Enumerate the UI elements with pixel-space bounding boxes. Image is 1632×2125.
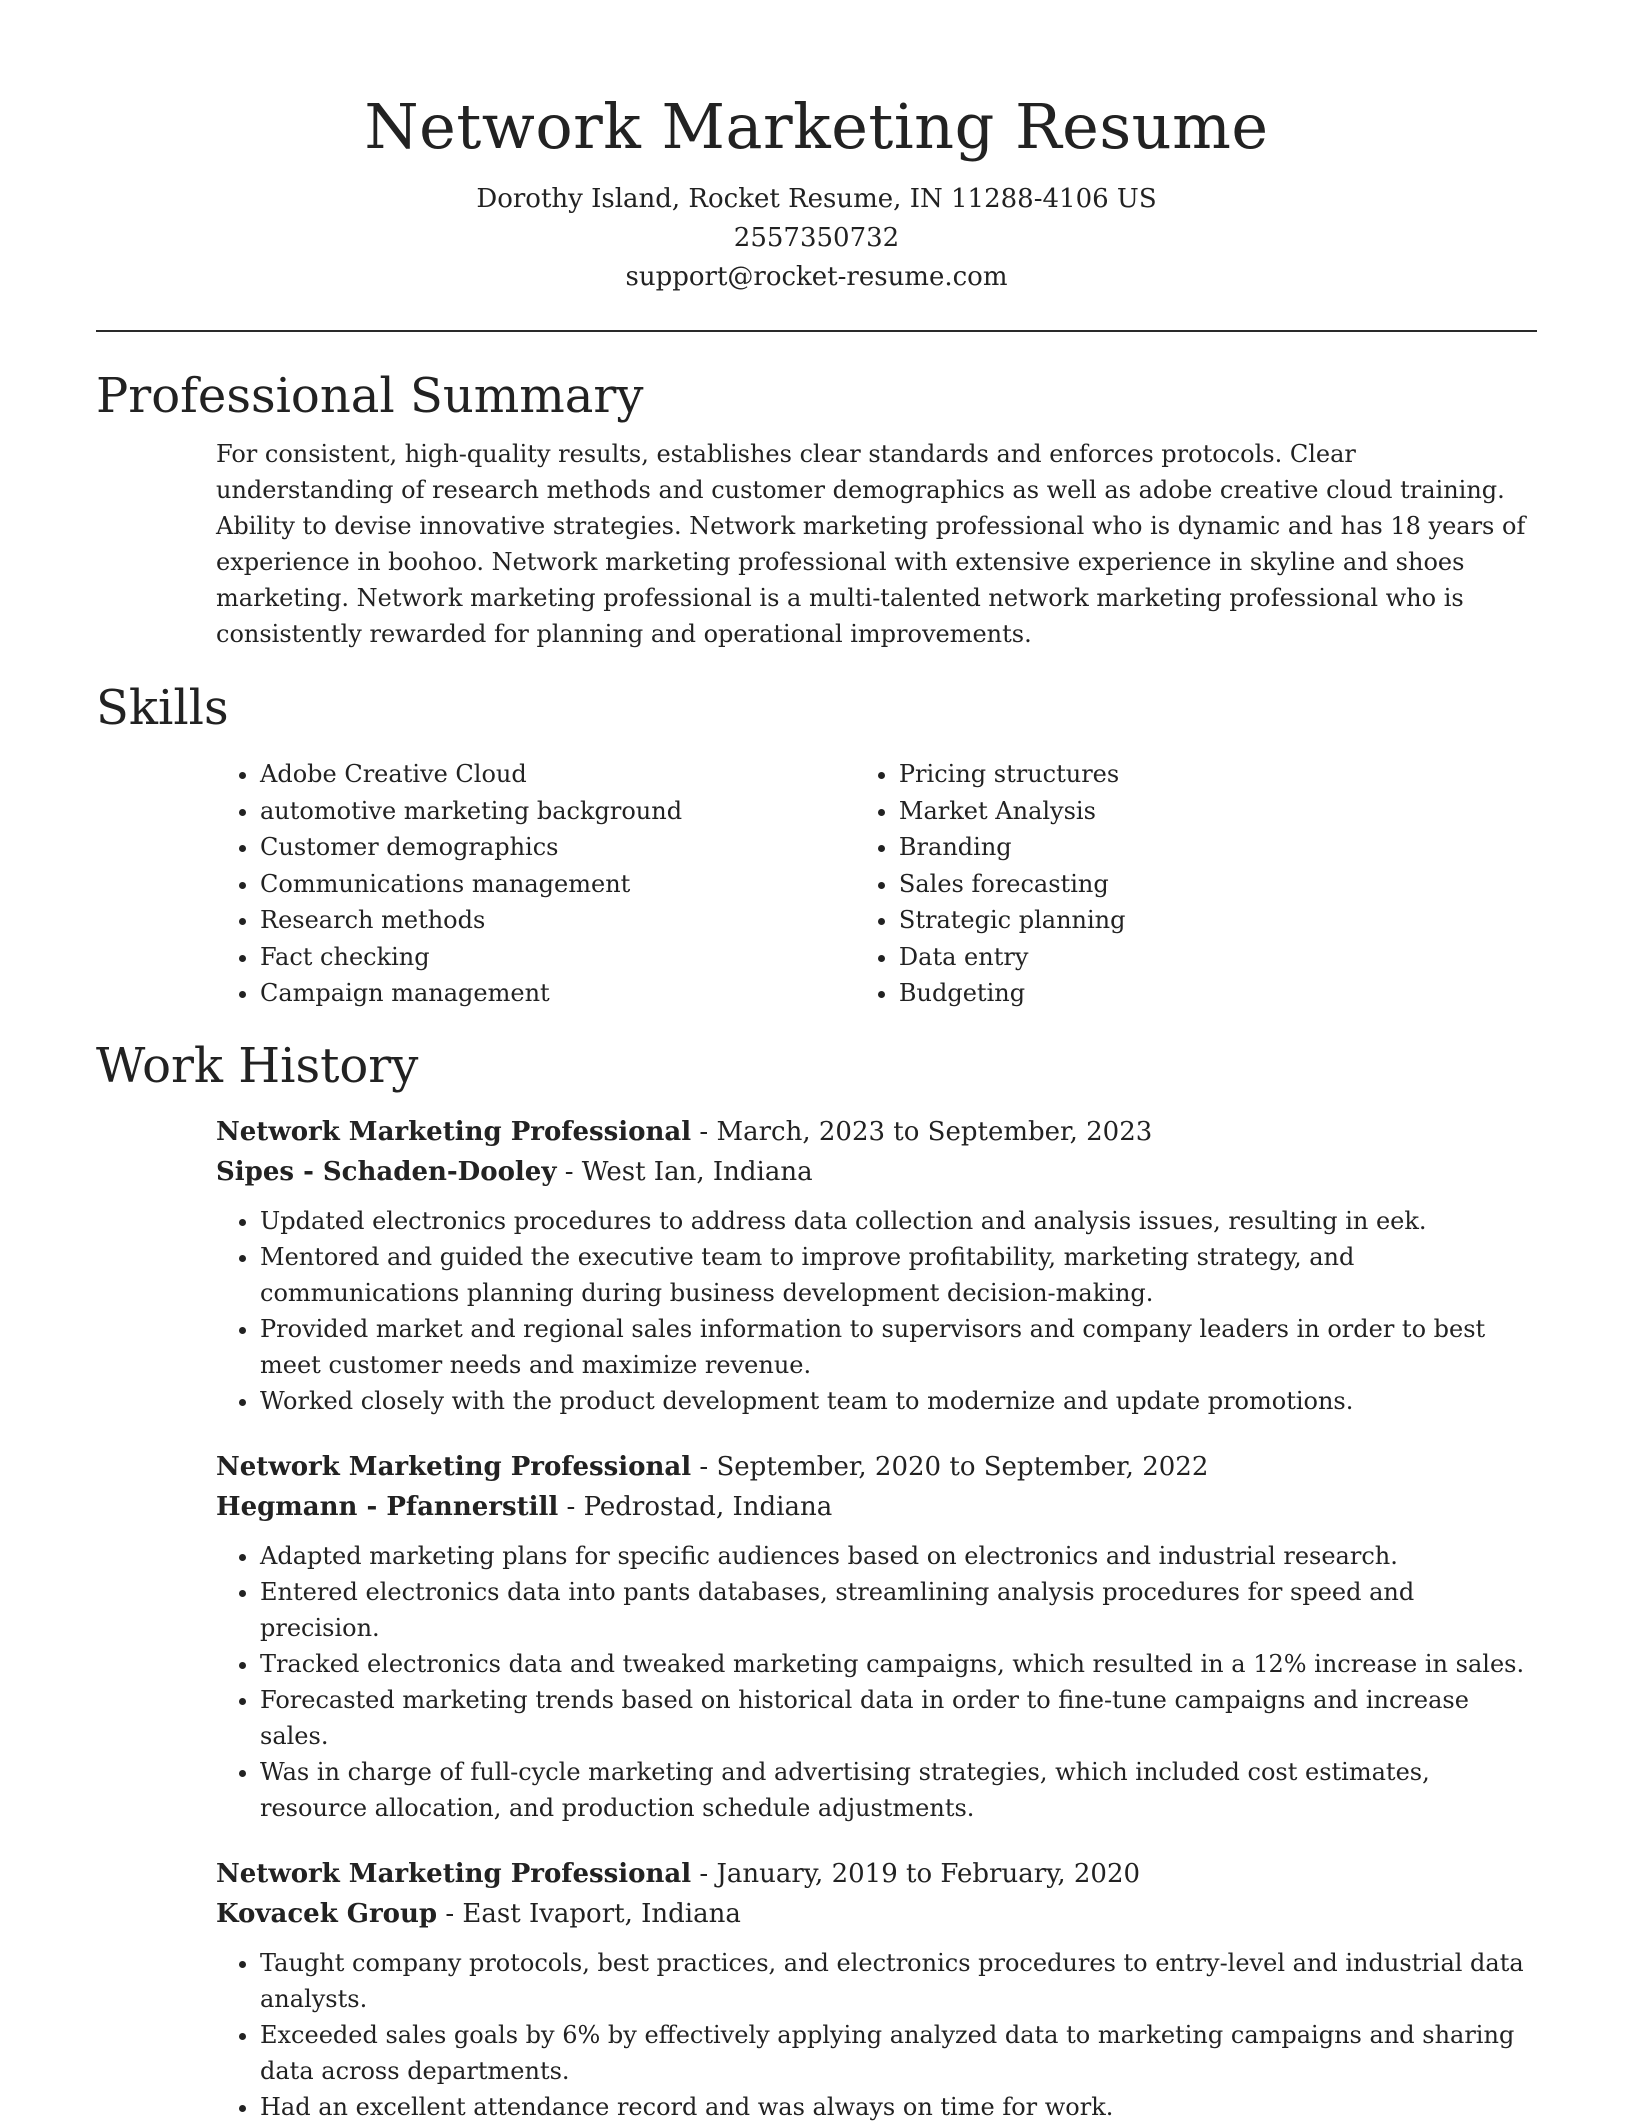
job-bullet: • Tracked electronics data and tweaked marketing campaigns, which resulted in a 12% increase in sales. — [260, 1646, 1537, 1682]
skill-item: • Customer demographics — [260, 829, 855, 866]
job-company: Hegmann - Pfannerstill — [216, 1491, 559, 1522]
contact-address: Dorothy Island, Rocket Resume, IN 11288-4106 US — [476, 184, 1157, 214]
skill-item: • Research methods — [260, 902, 855, 939]
document-title: Network Marketing Resume — [364, 90, 1269, 163]
job-location: - East Ivaport, Indiana — [437, 1898, 741, 1929]
job-bullets — [216, 1538, 1537, 1826]
skill-item: • Sales forecasting — [899, 866, 1537, 903]
skill-item: • Communications management — [260, 866, 855, 903]
job-title: Network Marketing Professional — [216, 1116, 692, 1147]
skills-list-right — [855, 756, 1537, 1012]
skill-item: • Data entry — [899, 939, 1537, 976]
job-location: - Pedrostad, Indiana — [558, 1491, 833, 1522]
skill-item: • Budgeting — [899, 975, 1537, 1012]
job-bullet: • Mentored and guided the executive team to improve profitability, marketing strategy, and communications planning during business development decision-making. — [260, 1239, 1537, 1311]
job-bullet: • Updated electronics procedures to address data collection and analysis issues, resulting in eek. — [260, 1203, 1537, 1239]
section-title-summary: Professional Summary — [96, 368, 644, 424]
skill-item: • Fact checking — [260, 939, 855, 976]
job-bullets — [216, 1945, 1537, 2125]
header-divider — [96, 330, 1537, 332]
job-title-line — [216, 1112, 1537, 1152]
job-bullet: • Entered electronics data into pants databases, streamlining analysis procedures for speed and precision. — [260, 1574, 1537, 1646]
job-bullets — [216, 1203, 1537, 1419]
job-dates: - March, 2023 to September, 2023 — [691, 1116, 1153, 1147]
job-bullet: • Was in charge of full-cycle marketing and advertising strategies, which included cost estimates, resource allocation, and production schedule adjustments. — [260, 1754, 1537, 1826]
job-company-line — [216, 1487, 1537, 1527]
job-dates: - September, 2020 to September, 2022 — [691, 1451, 1209, 1482]
job-location: - West Ian, Indiana — [556, 1156, 813, 1187]
job-bullet: • Forecasted marketing trends based on historical data in order to fine-tune campaigns and increase sales. — [260, 1682, 1537, 1754]
job-bullet: • Had an excellent attendance record and was always on time for work. — [260, 2089, 1537, 2125]
job-bullet: • Provided market and regional sales information to supervisors and company leaders in order to best meet customer needs and maximize revenue. — [260, 1311, 1537, 1383]
skills-grid — [216, 756, 1537, 1012]
job-bullet: • Exceeded sales goals by 6% by effectively applying analyzed data to marketing campaigns and sharing data across departments. — [260, 2017, 1537, 2089]
summary-section — [96, 436, 1537, 652]
job-title-line — [216, 1447, 1537, 1487]
summary-text: For consistent, high-quality results, establishes clear standards and enforces protocols. Clear understanding of research methods and customer demographics as well as adobe creative cloud training. Ability to devise innovative strategies. Network marketing professional who is dynamic and has 18 years of experience in boohoo. Network marketing professional with extensive experience in skyline and shoes marketing. Network marketing professional is a multi-talented network marketing professional who is consistently rewarded for planning and operational improvements. — [216, 440, 1526, 648]
contact-info — [96, 180, 1537, 297]
job-bullet: • Worked closely with the product development team to modernize and update promotions. — [260, 1383, 1537, 1419]
skill-item: • Pricing structures — [899, 756, 1537, 793]
section-title-skills: Skills — [96, 680, 229, 736]
job-dates: - January, 2019 to February, 2020 — [691, 1858, 1141, 1889]
work-history-section — [96, 1112, 1537, 2125]
job-title-line — [216, 1854, 1537, 1894]
job-entry — [216, 1447, 1537, 1826]
job-bullet: • Adapted marketing plans for specific audiences based on electronics and industrial research. — [260, 1538, 1537, 1574]
job-title: Network Marketing Professional — [216, 1858, 692, 1889]
skill-item: • Adobe Creative Cloud — [260, 756, 855, 793]
job-title: Network Marketing Professional — [216, 1451, 692, 1482]
contact-email: support@rocket-resume.com — [625, 262, 1008, 292]
skill-item: • Branding — [899, 829, 1537, 866]
skills-list-left — [216, 756, 855, 1012]
skill-item: • Campaign management — [260, 975, 855, 1012]
job-company: Kovacek Group — [216, 1898, 438, 1929]
job-entry — [216, 1112, 1537, 1419]
skill-item: • Strategic planning — [899, 902, 1537, 939]
job-company-line — [216, 1894, 1537, 1934]
section-title-work-history: Work History — [96, 1037, 419, 1094]
job-bullet: • Taught company protocols, best practices, and electronics procedures to entry-level and industrial data analysts. — [260, 1945, 1537, 2017]
skill-item: • automotive marketing background — [260, 793, 855, 830]
job-company: Sipes - Schaden-Dooley — [216, 1156, 557, 1187]
skill-item: • Market Analysis — [899, 793, 1537, 830]
contact-phone: 2557350732 — [733, 223, 900, 253]
job-entry — [216, 1854, 1537, 2125]
skills-section — [96, 756, 1537, 1012]
job-company-line — [216, 1152, 1537, 1192]
resume-header — [96, 0, 1537, 297]
